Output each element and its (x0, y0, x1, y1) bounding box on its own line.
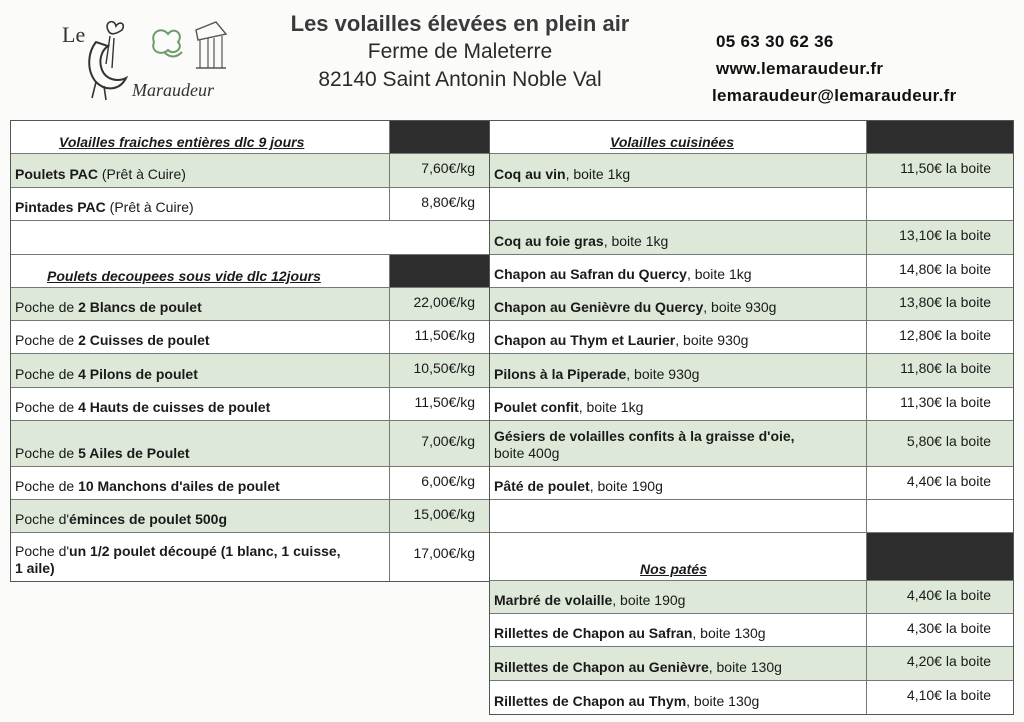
table-row: Poche d'un 1/2 poulet découpé (1 blanc, 1 cuisse, 1 aile) 17,00€/kg (11, 533, 489, 581)
table-row: Coq au vin, boite 1kg 11,50€ la boite (490, 154, 1013, 188)
header-center (250, 10, 670, 94)
right-price-table (489, 120, 1014, 715)
price: 17,00€/kg (413, 545, 475, 561)
left-price-table (10, 120, 490, 582)
table-row: Rillettes de Chapon au Thym, boite 130g 4,10€ la boite (490, 681, 1013, 714)
price: 12,80€ la boite (899, 327, 991, 343)
farm-name: Ferme de Maleterre (367, 40, 553, 63)
price: 11,50€ la boite (900, 160, 991, 176)
table-row: Poche de 2 Cuisses de poulet 11,50€/kg (11, 321, 489, 354)
price: 13,80€ la boite (899, 294, 991, 310)
empty-row (11, 221, 489, 255)
price: 4,40€ la boite (906, 587, 991, 603)
price: 4,30€ la boite (906, 620, 991, 636)
table-row: Chapon au Genièvre du Quercy, boite 930g 13,80€ la boite (490, 288, 1013, 321)
dark-header-cell (867, 533, 1013, 580)
table-row: Marbré de volaille, boite 190g 4,40€ la boite (490, 581, 1013, 614)
price: 11,50€/kg (414, 327, 475, 343)
table-row: Coq au foie gras, boite 1kg 13,10€ la boite (490, 221, 1013, 255)
section-title-cuts: Poulets decoupees sous vide dlc 12jours (47, 268, 321, 284)
logo-text-le: Le (62, 22, 86, 47)
dark-header-cell (390, 255, 489, 287)
table-row: Poulets PAC (Prêt à Cuire) 7,60€/kg (11, 154, 489, 188)
price: 4,20€ la boite (906, 653, 991, 669)
email-link[interactable]: lemaraudeur@lemaraudeur.fr (712, 86, 957, 105)
contact-block (712, 28, 1012, 109)
table-row: Pilons à la Piperade, boite 930g 11,80€ la boite (490, 354, 1013, 388)
empty-row (490, 500, 1013, 533)
price: 11,80€ la boite (900, 360, 991, 376)
table-row: Gésiers de volailles confits à la graisse d'oie, boite 400g 5,80€ la boite (490, 421, 1013, 467)
table-row: Chapon au Thym et Laurier, boite 930g 12,80€ la boite (490, 321, 1013, 354)
table-row: Pintades PAC (Prêt à Cuire) 8,80€/kg (11, 188, 489, 221)
section-title-fresh: Volailles fraiches entières dlc 9 jours (59, 134, 305, 150)
empty-row (490, 188, 1013, 221)
price: 7,60€/kg (421, 160, 475, 176)
price: 15,00€/kg (413, 506, 475, 522)
table-row: Pâté de poulet, boite 190g 4,40€ la boite (490, 467, 1013, 500)
price: 22,00€/kg (413, 294, 475, 310)
price: 6,00€/kg (421, 473, 475, 489)
price: 5,80€ la boite (906, 433, 991, 449)
price: 4,40€ la boite (906, 473, 991, 489)
table-row: Poche de 4 Hauts de cuisses de poulet 11,50€/kg (11, 388, 489, 421)
table-row: Poche de 10 Manchons d'ailes de poulet 6,00€/kg (11, 467, 489, 500)
section-title-cooked: Volailles cuisinées (610, 134, 734, 150)
page-title: Les volailles élevées en plein air (290, 11, 630, 36)
price: 11,50€/kg (414, 394, 475, 410)
table-row: Rillettes de Chapon au Safran, boite 130g 4,30€ la boite (490, 614, 1013, 647)
table-row: Poche de 4 Pilons de poulet 10,50€/kg (11, 354, 489, 388)
price: 4,10€ la boite (906, 687, 991, 703)
price: 10,50€/kg (413, 360, 475, 376)
rooster-logo-icon (58, 12, 238, 104)
section-header-cooked (490, 121, 1013, 154)
table-row: Poche de 5 Ailes de Poulet 7,00€/kg (11, 421, 489, 467)
section-header-fresh (11, 121, 489, 154)
section-title-pates: Nos patés (640, 561, 707, 577)
price: 14,80€ la boite (899, 261, 991, 277)
price: 8,80€/kg (421, 194, 475, 210)
dark-header-cell (867, 121, 1013, 153)
dark-header-cell (390, 121, 489, 153)
table-row: Poulet confit, boite 1kg 11,30€ la boite (490, 388, 1013, 421)
price: 11,30€ la boite (900, 394, 991, 410)
logo (58, 12, 238, 104)
section-header-cuts (11, 255, 489, 288)
phone-number: 05 63 30 62 36 (716, 32, 834, 51)
price: 13,10€ la boite (899, 227, 991, 243)
table-row: Chapon au Safran du Quercy, boite 1kg 14,80€ la boite (490, 255, 1013, 288)
price: 7,00€/kg (421, 433, 475, 449)
table-row: Poche de 2 Blancs de poulet 22,00€/kg (11, 288, 489, 321)
table-row: Poche d'éminces de poulet 500g 15,00€/kg (11, 500, 489, 533)
website-link[interactable]: www.lemaraudeur.fr (716, 59, 884, 78)
table-row: Rillettes de Chapon au Genièvre, boite 130g 4,20€ la boite (490, 647, 1013, 681)
farm-address: 82140 Saint Antonin Noble Val (318, 68, 602, 91)
logo-text-maraudeur: Maraudeur (132, 80, 214, 100)
section-header-pates (490, 533, 1013, 581)
